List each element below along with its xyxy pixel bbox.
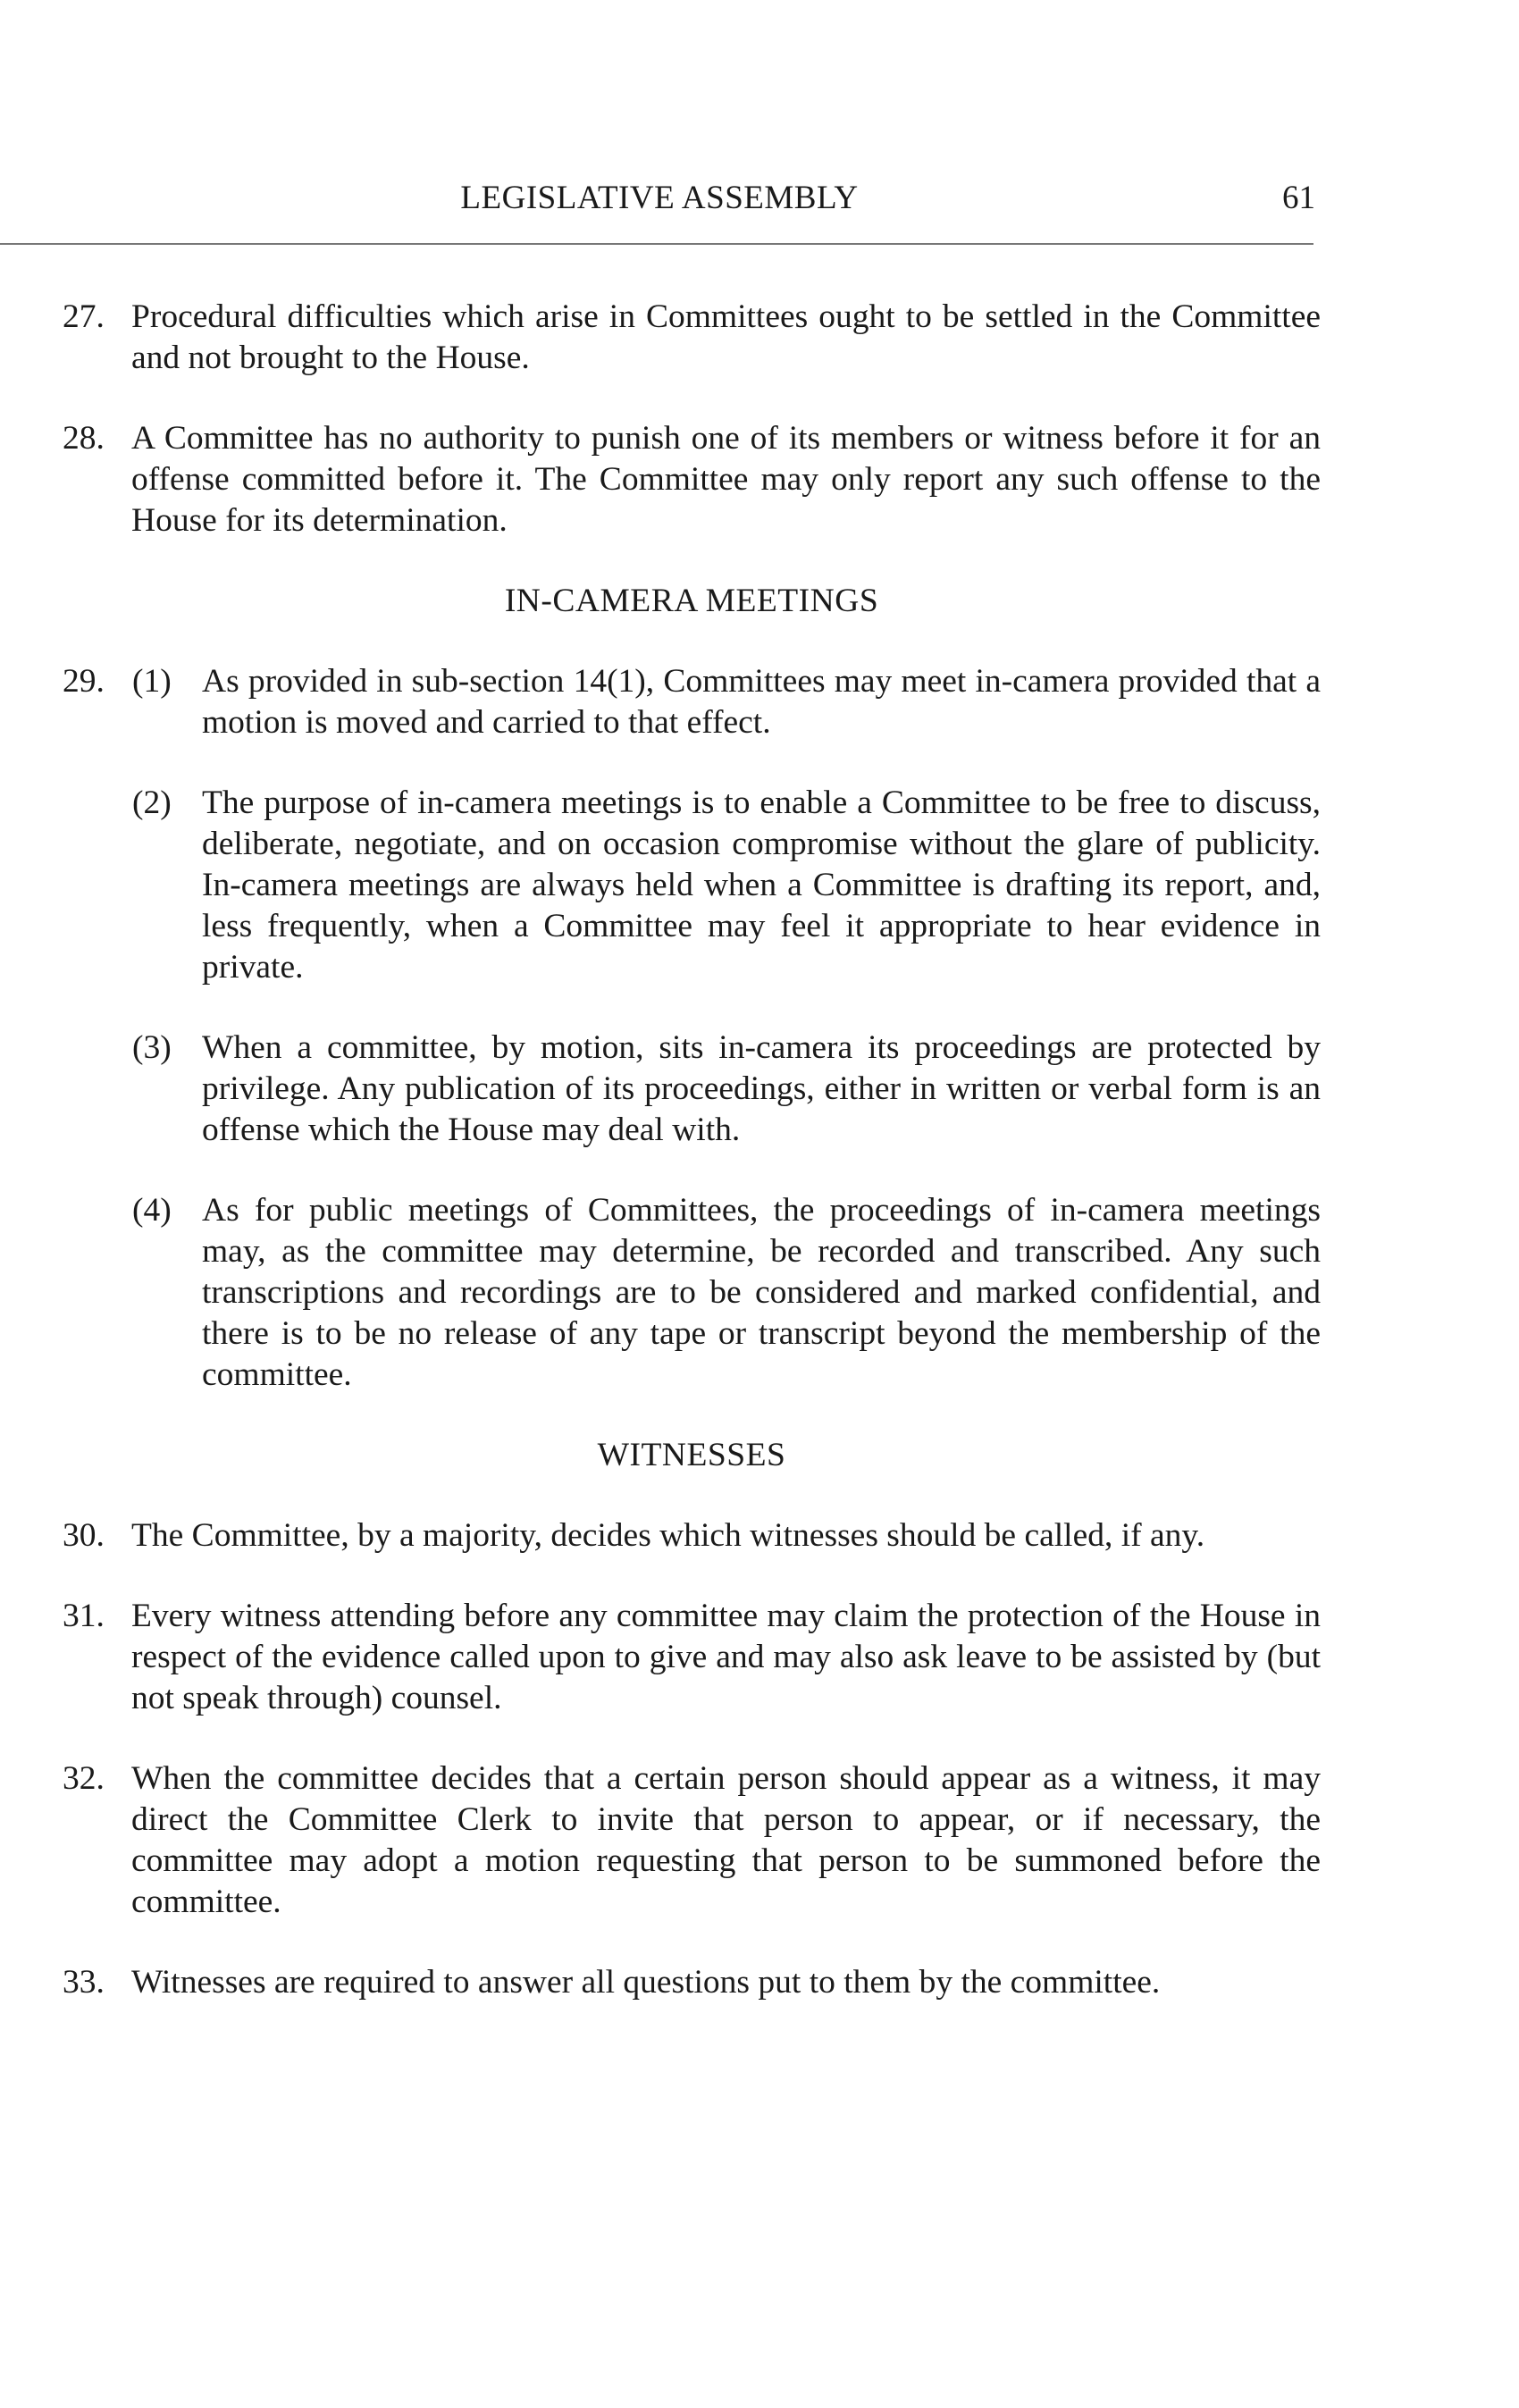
paragraph-text: As for public meetings of Committees, the proceedings of in-camera meetings may, as the committee may determine, be recorded and transcribed. Any such transcriptions and recordings are to be considered and marked confidential, and there is to be no release of any tape or transcript beyond the membership of the committee. bbox=[202, 1192, 1321, 1393]
paragraph-30 bbox=[63, 1515, 1321, 1556]
page-number: 61 bbox=[1282, 180, 1315, 216]
paragraph-number: 28. bbox=[63, 420, 105, 457]
section-heading-witnesses: WITNESSES bbox=[597, 1437, 786, 1473]
subsection-number: (2) bbox=[132, 784, 172, 821]
paragraph-28 bbox=[63, 418, 1321, 541]
subsection-number: (3) bbox=[132, 1029, 172, 1066]
paragraph-31 bbox=[63, 1596, 1321, 1719]
document-body bbox=[63, 297, 1321, 2043]
paragraph-number: 30. bbox=[63, 1517, 105, 1554]
paragraph-text: As provided in sub-section 14(1), Committees may meet in-camera provided that a motion is moved and carried to that effect. bbox=[202, 663, 1321, 741]
paragraph-text: When the committee decides that a certain person should appear as a witness, it may direct the Committee Clerk to invite that person to appear, or if necessary, the committee may adopt a motion requesting that person to be summoned before the committee. bbox=[131, 1760, 1321, 1920]
paragraph-text: The Committee, by a majority, decides which witnesses should be called, if any. bbox=[131, 1517, 1205, 1554]
section-heading-in-camera-meetings: IN-CAMERA MEETINGS bbox=[504, 583, 879, 619]
paragraph-number: 29. bbox=[63, 663, 105, 700]
paragraph-text: Witnesses are required to answer all questions put to them by the committee. bbox=[131, 1964, 1161, 2001]
page-header bbox=[0, 179, 1519, 232]
subsection-number: (4) bbox=[132, 1192, 172, 1229]
paragraph-number: 27. bbox=[63, 298, 105, 335]
subsection-number: (1) bbox=[132, 663, 172, 700]
header-rule bbox=[0, 243, 1313, 245]
paragraph-33 bbox=[63, 1962, 1321, 2003]
paragraph-27 bbox=[63, 297, 1321, 379]
paragraph-number: 33. bbox=[63, 1964, 105, 2001]
paragraph-29-4 bbox=[63, 1190, 1321, 1396]
paragraph-text: A Committee has no authority to punish one of its members or witness before it for an offense committed before it. The Committee may only report any such offense to the House for its determination. bbox=[131, 420, 1321, 539]
running-header-title: LEGISLATIVE ASSEMBLY bbox=[460, 180, 859, 216]
paragraph-32 bbox=[63, 1758, 1321, 1923]
paragraph-text: Every witness attending before any committee may claim the protection of the House in respect of the evidence called upon to give and may also ask leave to be assisted by (but not speak through) counsel. bbox=[131, 1598, 1321, 1716]
paragraph-text: The purpose of in-camera meetings is to enable a Committee to be free to discuss, deliberate, negotiate, and on occasion compromise without the glare of publicity. In-camera meetings are always held when a Committee is drafting its report, and, less frequently, when a Committee may feel it appropriate to hear evidence in private. bbox=[202, 784, 1321, 986]
paragraph-text: Procedural difficulties which arise in Committees ought to be settled in the Committee and not brought to the House. bbox=[131, 298, 1321, 376]
paragraph-29-1 bbox=[63, 661, 1321, 743]
paragraph-number: 31. bbox=[63, 1598, 105, 1634]
paragraph-text: When a committee, by motion, sits in-camera its proceedings are protected by privilege. Any publication of its proceedings, either in written or verbal form is an offense which the House may deal with. bbox=[202, 1029, 1321, 1148]
paragraph-number: 32. bbox=[63, 1760, 105, 1797]
paragraph-29-3 bbox=[63, 1028, 1321, 1151]
paragraph-29-2 bbox=[63, 783, 1321, 988]
